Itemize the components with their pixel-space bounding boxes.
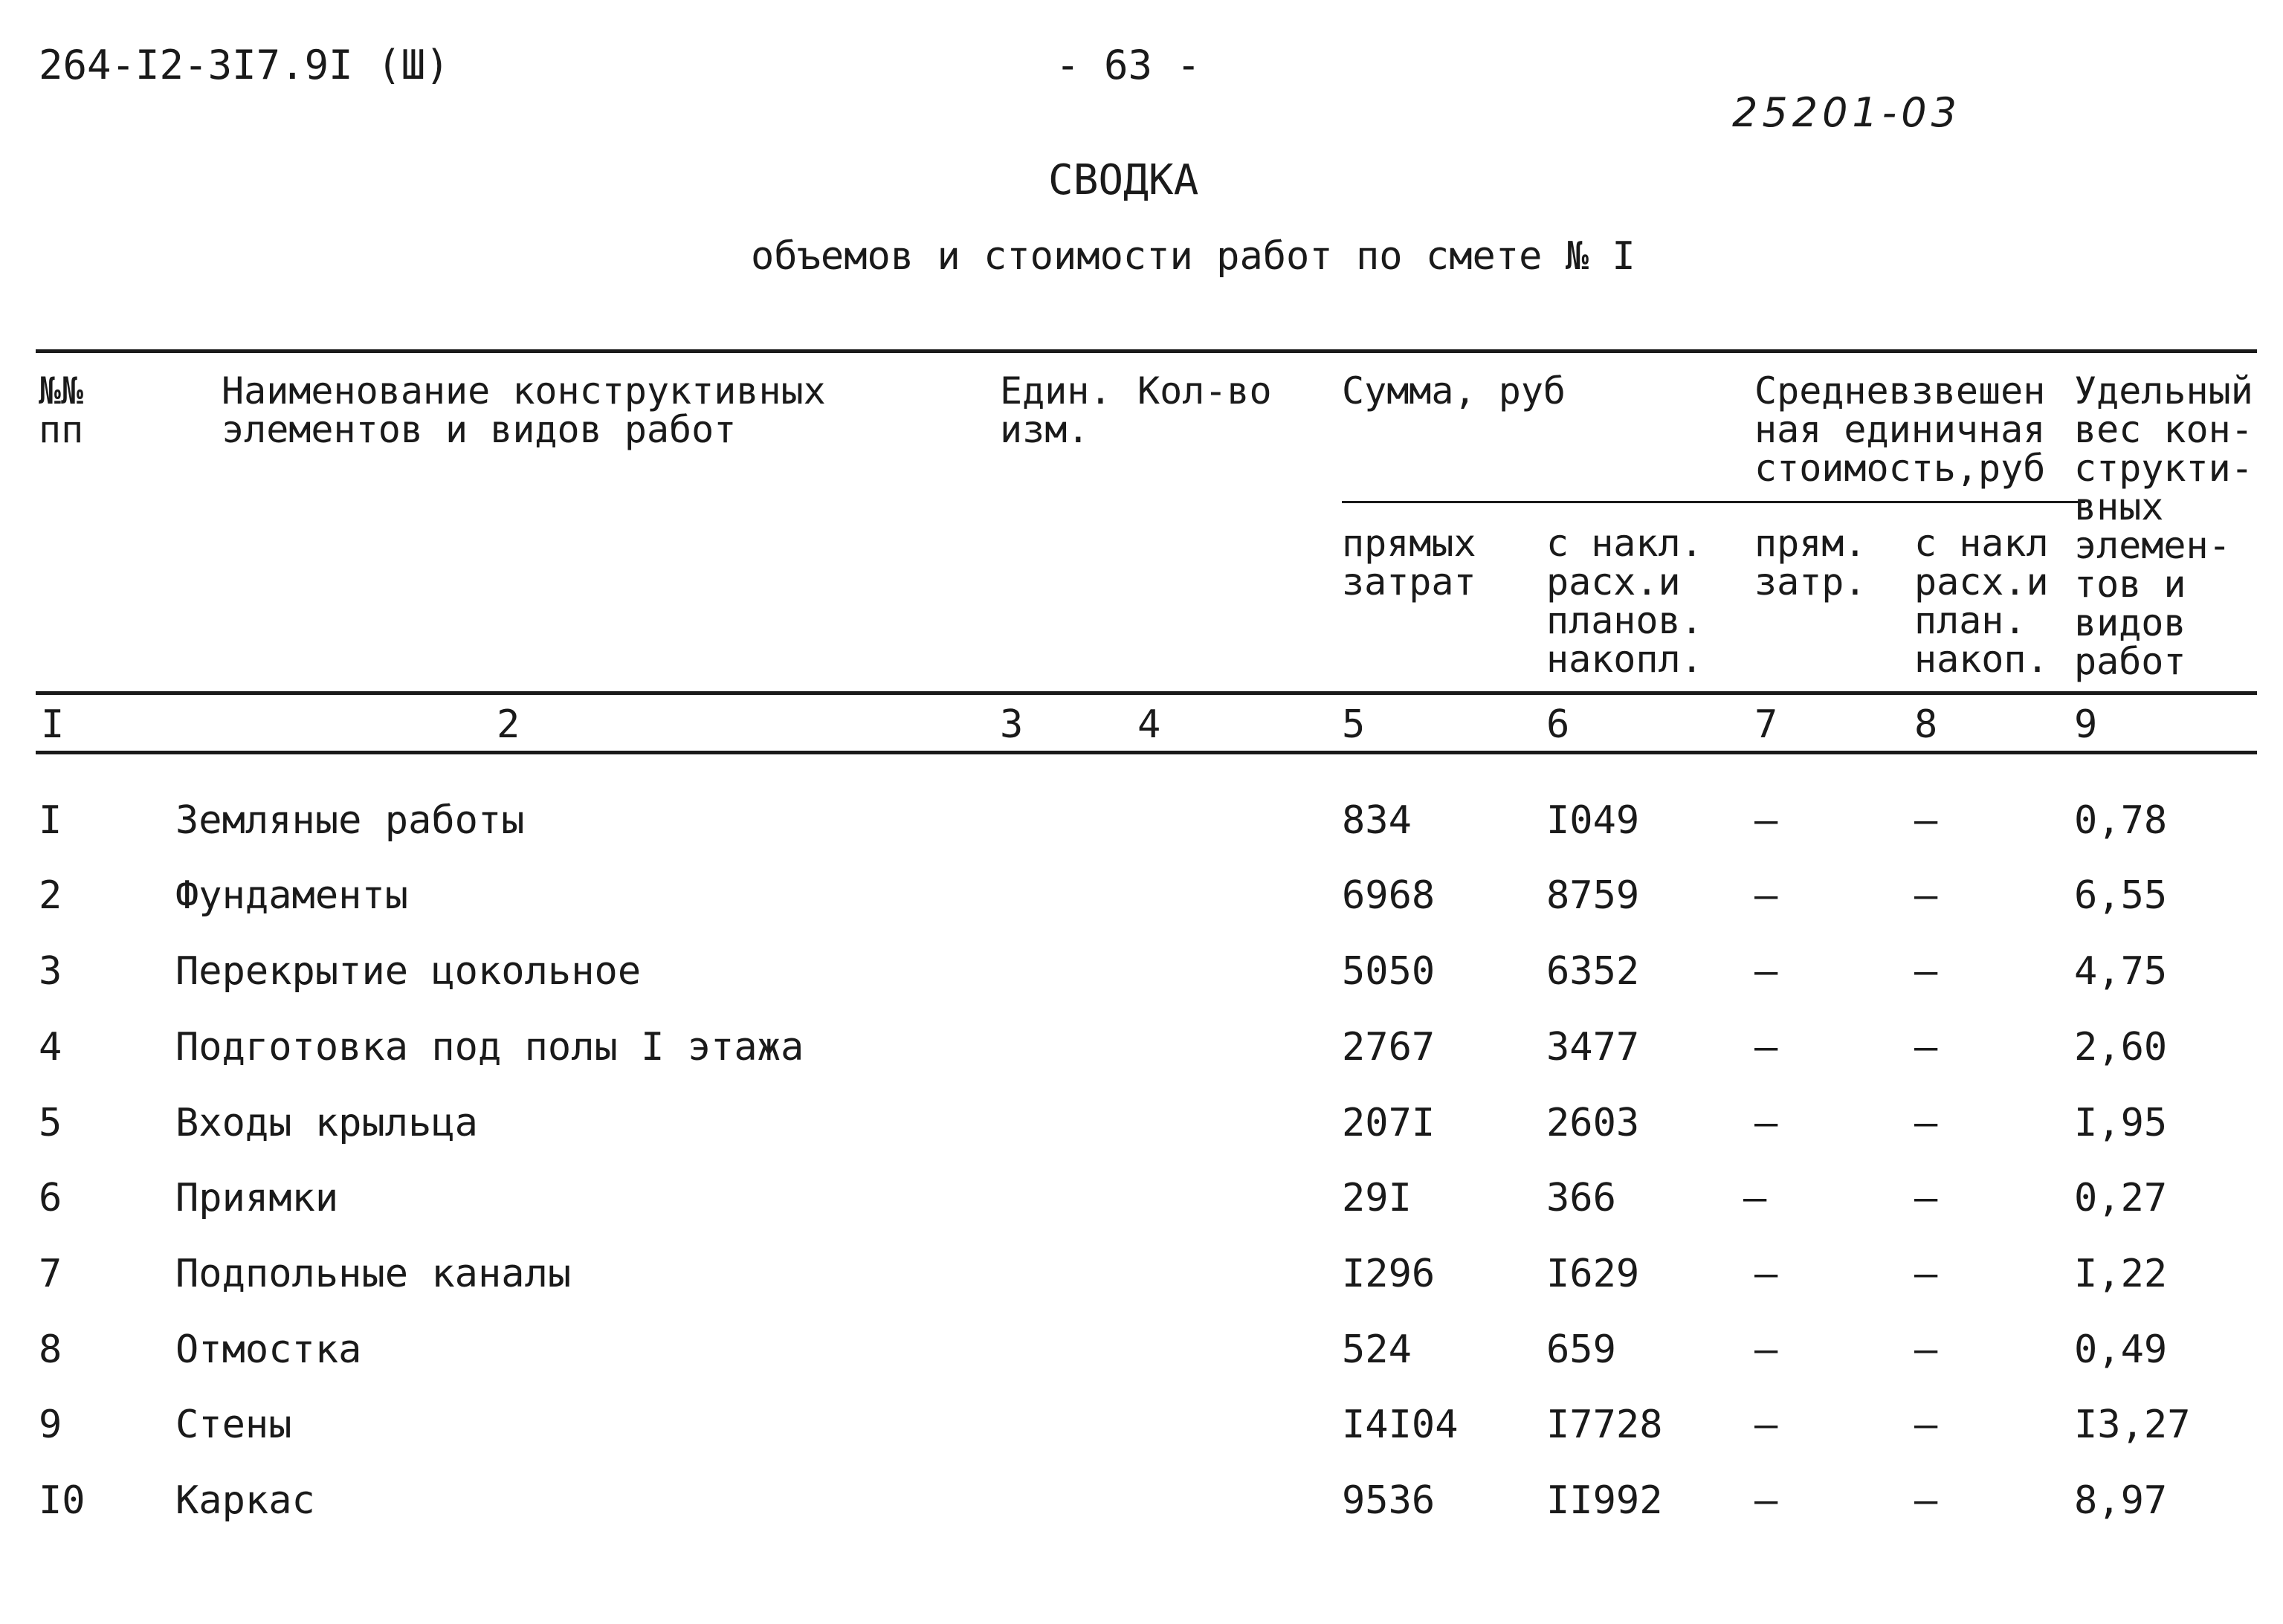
cell-sum-overhead: 8759 <box>1546 873 1640 918</box>
cell-num: I <box>39 798 62 843</box>
column-number: 6 <box>1546 702 1570 747</box>
cell-num: 2 <box>39 873 62 918</box>
header-avg-group: Средневзвешен ная единичная стоимость,руб <box>1754 369 2046 490</box>
cell-sum-direct: I4I04 <box>1342 1403 1459 1447</box>
cell-avg-direct: – <box>1754 1025 1778 1070</box>
cell-weight: I3,27 <box>2074 1403 2191 1447</box>
cell-sum-direct: 207I <box>1342 1101 1436 1145</box>
cell-weight: 0,78 <box>2074 798 2168 843</box>
cell-avg-direct: – <box>1754 1478 1778 1523</box>
page-number: - 63 - <box>1056 42 1201 88</box>
cell-weight: 8,97 <box>2074 1478 2168 1523</box>
column-number: 3 <box>1000 702 1024 747</box>
cell-sum-overhead: 3477 <box>1546 1025 1640 1070</box>
cell-name: Входы крыльца <box>175 1101 478 1145</box>
cell-avg-direct: – <box>1754 1101 1778 1145</box>
header-bottom-rule <box>36 691 2257 695</box>
column-number: 4 <box>1137 702 1161 747</box>
cell-sum-overhead: I049 <box>1546 798 1640 843</box>
cell-avg-direct: – <box>1754 1403 1778 1447</box>
header-qty: Кол-во <box>1137 369 1272 413</box>
cell-avg-direct: – <box>1754 1327 1778 1372</box>
cell-sum-overhead: 659 <box>1546 1327 1616 1372</box>
cell-weight: I,22 <box>2074 1252 2168 1296</box>
table-top-rule <box>36 349 2257 353</box>
cell-sum-overhead: 6352 <box>1546 949 1640 994</box>
cell-num: 5 <box>39 1101 62 1145</box>
header-num: №№ пп <box>39 369 84 451</box>
cell-sum-overhead: 2603 <box>1546 1101 1640 1145</box>
cell-avg-overhead: – <box>1914 873 1938 918</box>
page-subtitle: объемов и стоимости работ по смете № I <box>751 234 1635 279</box>
cell-avg-overhead: – <box>1914 798 1938 843</box>
cell-avg-overhead: – <box>1914 1403 1938 1447</box>
cell-avg-overhead: – <box>1914 1101 1938 1145</box>
cell-sum-direct: 834 <box>1342 798 1412 843</box>
cell-name: Подпольные каналы <box>175 1252 572 1296</box>
column-number: 9 <box>2074 702 2098 747</box>
cell-avg-direct: – <box>1754 949 1778 994</box>
header-sum-overhead: с накл. расх.и планов. накопл. <box>1546 522 1703 681</box>
header-avg-direct: прям. затр. <box>1754 522 1867 604</box>
column-numbers-rule <box>36 751 2257 754</box>
header-unit: Един. изм. <box>1000 369 1112 451</box>
cell-name: Отмостка <box>175 1327 362 1372</box>
cell-name: Каркас <box>175 1478 315 1523</box>
cell-num: 7 <box>39 1252 62 1296</box>
cell-sum-overhead: 366 <box>1546 1176 1616 1220</box>
header-avg-overhead: с накл расх.и план. накоп. <box>1914 522 2049 681</box>
cell-num: 8 <box>39 1327 62 1372</box>
column-number: 8 <box>1914 702 1938 747</box>
cell-num: 3 <box>39 949 62 994</box>
cell-num: 4 <box>39 1025 62 1070</box>
column-number: 5 <box>1342 702 1366 747</box>
cell-sum-overhead: I7728 <box>1546 1403 1663 1447</box>
header-sum-direct: прямых затрат <box>1342 522 1476 604</box>
cell-name: Приямки <box>175 1176 339 1220</box>
cell-sum-overhead: II992 <box>1546 1478 1663 1523</box>
handwritten-number: 25201-03 <box>1732 89 1961 136</box>
cell-sum-direct: 29I <box>1342 1176 1412 1220</box>
document-code: 264-I2-3I7.9I (Ш) <box>39 42 450 88</box>
cell-avg-direct: – <box>1754 873 1778 918</box>
cell-avg-direct: – <box>1754 798 1778 843</box>
cell-avg-overhead: – <box>1914 949 1938 994</box>
header-sub-rule <box>1342 501 2085 503</box>
cell-num: I0 <box>39 1478 85 1523</box>
cell-name: Перекрытие цокольное <box>175 949 642 994</box>
cell-avg-direct: – <box>1743 1176 1767 1220</box>
column-number: 7 <box>1754 702 1778 747</box>
header-weight: Удельный вес кон- структи- вных элемен- тов и видов работ <box>2074 369 2253 683</box>
cell-sum-direct: I296 <box>1342 1252 1436 1296</box>
cell-avg-overhead: – <box>1914 1025 1938 1070</box>
cell-sum-direct: 5050 <box>1342 949 1436 994</box>
column-number: 2 <box>497 702 520 747</box>
cell-weight: 0,49 <box>2074 1327 2168 1372</box>
cell-num: 9 <box>39 1403 62 1447</box>
header-sum-group: Сумма, руб <box>1342 369 1566 413</box>
cell-name: Земляные работы <box>175 798 525 843</box>
cell-weight: 4,75 <box>2074 949 2168 994</box>
cell-name: Фундаменты <box>175 873 409 918</box>
cell-avg-overhead: – <box>1914 1252 1938 1296</box>
cell-sum-direct: 524 <box>1342 1327 1412 1372</box>
cell-name: Подготовка под полы I этажа <box>175 1025 804 1070</box>
cell-avg-direct: – <box>1754 1252 1778 1296</box>
cell-sum-direct: 6968 <box>1342 873 1436 918</box>
cell-avg-overhead: – <box>1914 1327 1938 1372</box>
header-name: Наименование конструктивных элементов и видов работ <box>222 369 826 451</box>
column-number: I <box>41 702 65 747</box>
cell-weight: 2,60 <box>2074 1025 2168 1070</box>
cell-weight: I,95 <box>2074 1101 2168 1145</box>
cell-weight: 6,55 <box>2074 873 2168 918</box>
cell-sum-overhead: I629 <box>1546 1252 1640 1296</box>
cell-num: 6 <box>39 1176 62 1220</box>
page-title: СВОДКА <box>1048 156 1199 204</box>
cell-sum-direct: 2767 <box>1342 1025 1436 1070</box>
cell-sum-direct: 9536 <box>1342 1478 1436 1523</box>
cell-avg-overhead: – <box>1914 1176 1938 1220</box>
cell-avg-overhead: – <box>1914 1478 1938 1523</box>
cell-name: Стены <box>175 1403 292 1447</box>
cell-weight: 0,27 <box>2074 1176 2168 1220</box>
